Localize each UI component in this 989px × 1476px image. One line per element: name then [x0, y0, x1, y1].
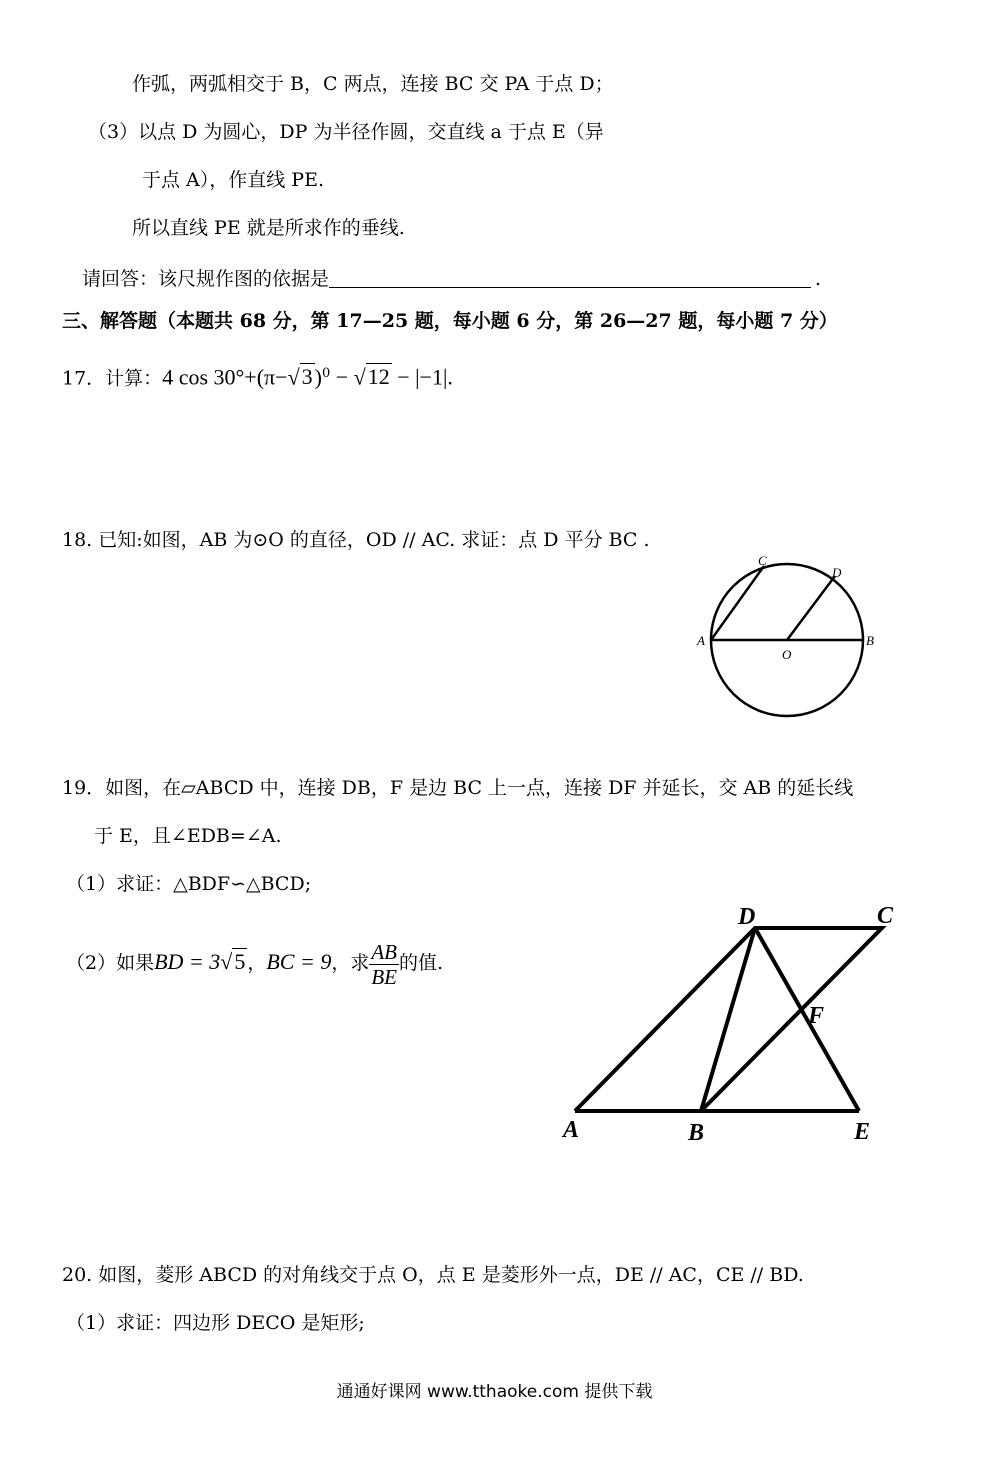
p17	[62, 362, 453, 390]
p17-sqrt3: 3	[301, 364, 313, 390]
frac-denominator: BE	[371, 964, 397, 989]
p19-line2: 于 E，且∠EDB=∠A.	[94, 825, 282, 847]
sqrt-symbol: √	[220, 949, 233, 974]
p16-line1: 作弧，两弧相交于 B，C 两点，连接 BC 交 PA 于点 D；	[132, 73, 614, 95]
p19-part1: （1）求证：△BDF∽△BCD;	[66, 873, 312, 895]
p17-expr-d: −	[330, 364, 354, 390]
parallelogram-figure	[555, 895, 915, 1155]
answer-blank	[329, 269, 811, 288]
p20-line1: 20. 如图，菱形 ABCD 的对角线交于点 O，点 E 是菱形外一点，DE // AC，CE // BD.	[62, 1264, 804, 1286]
p16-line3: 于点 A），作直线 PE.	[142, 169, 324, 191]
label-c: C	[877, 903, 894, 929]
p19-part2	[66, 932, 443, 992]
p17-expr-c: )	[314, 364, 322, 390]
p17-expr-e: − |−1|.	[391, 364, 453, 390]
p19-sqrt5: 5	[234, 949, 246, 974]
p17-exponent: 0	[321, 366, 331, 381]
sqrt-symbol: √	[353, 364, 366, 390]
segment-de	[755, 928, 859, 1111]
circle-figure	[690, 555, 890, 730]
p19-part2-b: ，	[247, 952, 267, 974]
label-o: O	[782, 647, 792, 662]
p16-question-end: .	[815, 268, 822, 290]
p19-bd: BD = 3	[154, 949, 221, 974]
p16-line4: 所以直线 PE 就是所求作的垂线.	[132, 217, 405, 239]
p20-part1: （1）求证：四边形 DECO 是矩形;	[66, 1312, 365, 1334]
p19-part2-a: （2）如果	[66, 952, 155, 974]
p17-label: 17．计算：	[62, 367, 163, 390]
label-a: A	[697, 633, 705, 648]
p16-line2: （3）以点 D 为圆心，DP 为半径作圆，交直线 a 于点 E（异	[88, 121, 604, 143]
label-d: D	[832, 565, 842, 580]
p19-bc: BC = 9	[266, 949, 332, 974]
p19-part2-d: 的值.	[399, 952, 444, 974]
label-b: B	[866, 633, 874, 648]
p17-expr-a: 4 cos 30°+	[162, 364, 257, 390]
chord-ac	[711, 566, 764, 640]
label-b: B	[688, 1120, 705, 1146]
label-f: F	[808, 1003, 825, 1029]
label-e: E	[854, 1119, 871, 1145]
label-d: D	[738, 904, 756, 930]
label-a: A	[563, 1117, 580, 1143]
p16-question	[82, 267, 821, 291]
frac-numerator: AB	[371, 939, 397, 964]
p19-line1: 19．如图，在▱ABCD 中，连接 DB，F 是边 BC 上一点，连接 DF 并延长，交 AB 的延长线	[62, 777, 854, 799]
segment-od	[787, 576, 835, 640]
sqrt-symbol: √	[287, 364, 300, 390]
section3-heading: 三、解答题（本题共 68 分，第 17—25 题，每小题 6 分，第 26—27 题，每小题 7 分）	[62, 310, 838, 332]
fraction-ab-be	[369, 940, 399, 989]
p19-part2-c: ，求	[331, 952, 370, 974]
page-footer: 通通好课网 www.tthaoke.com 提供下载	[336, 1382, 653, 1402]
label-c: C	[758, 555, 767, 568]
p16-question-text: 请回答：该尺规作图的依据是	[82, 268, 330, 290]
p17-expr-b: (π−	[256, 364, 288, 390]
p17-sqrt12: 12	[367, 364, 390, 390]
p18-text: 18. 已知:如图，AB 为⊙O 的直径，OD // AC. 求证：点 D 平分 BC .	[62, 529, 650, 551]
